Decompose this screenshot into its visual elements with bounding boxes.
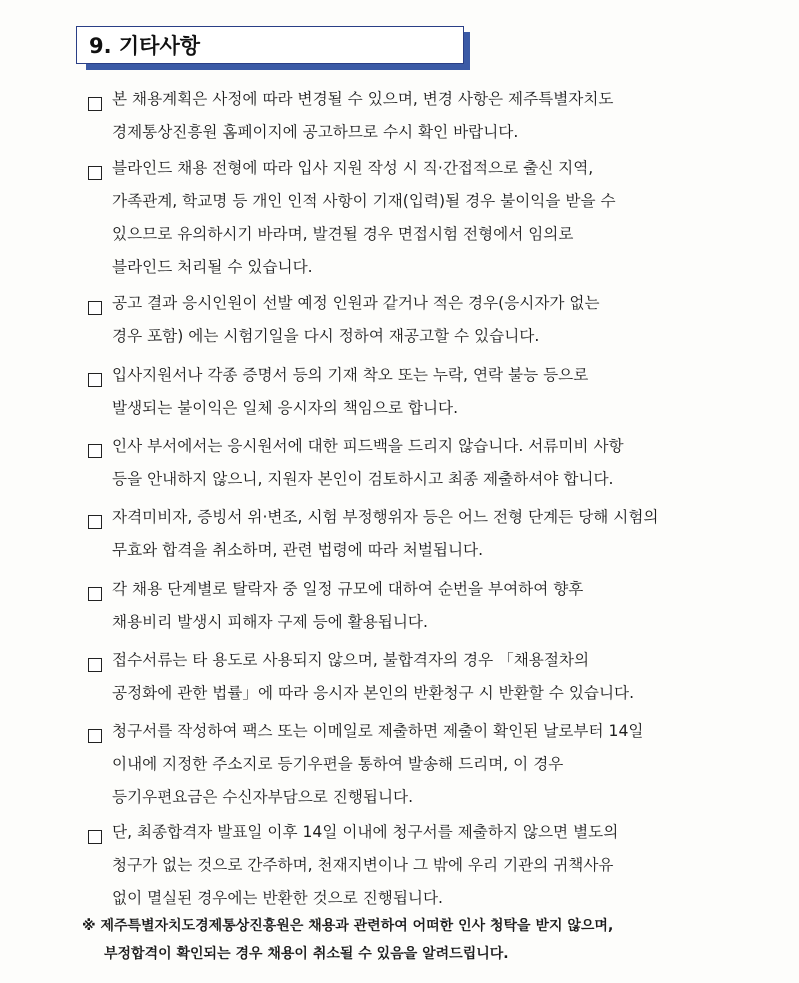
list-item: 본 채용계획은 사정에 따라 변경될 수 있으며, 변경 사항은 제주특별자치도 경제통상진흥원 홈페이지에 공고하므로 수시 확인 바랍니다. xyxy=(88,90,613,149)
list-item: 단, 최종합격자 발표일 이후 14일 이내에 청구서를 제출하지 않으면 별도의 청구가 없는 것으로 간주하며, 천재지변이나 그 밖에 우리 기관의 귀책사유 없이 멸실된 경우에는 반환한 것으로 진행됩니다. xyxy=(88,823,618,915)
checkbox-icon xyxy=(88,830,102,844)
footer-note xyxy=(82,912,762,968)
checkbox-icon xyxy=(88,373,102,387)
checkbox-icon xyxy=(88,515,102,529)
checkbox-icon xyxy=(88,97,102,111)
checkbox-icon xyxy=(88,301,102,315)
list-item: 인사 부서에서는 응시원서에 대한 피드백을 드리지 않습니다. 서류미비 사항 등을 안내하지 않으니, 지원자 본인이 검토하시고 최종 제출하셔야 합니다. xyxy=(88,437,624,496)
checkbox-icon xyxy=(88,166,102,180)
list-item: 자격미비자, 증빙서 위·변조, 시험 부정행위자 등은 어느 전형 단계든 당해 시험의 무효와 합격을 취소하며, 관련 법령에 따라 처벌됩니다. xyxy=(88,508,658,567)
list-item: 접수서류는 타 용도로 사용되지 않으며, 불합격자의 경우 「채용절차의 공정화에 관한 법률」에 따라 응시자 본인의 반환청구 시 반환할 수 있습니다. xyxy=(88,651,634,710)
list-item: 블라인드 채용 전형에 따라 입사 지원 작성 시 직·간접적으로 출신 지역, 가족관계, 학교명 등 개인 인적 사항이 기재(입력)될 경우 불이익을 받을 수 있으므로 유의하시기 바라며, 발견될 경우 면접시험 전형에서 임의로 블라인드 처리될 수 있습니다. xyxy=(88,159,616,284)
section-title: 9. 기타사항 xyxy=(76,26,464,64)
checkbox-icon xyxy=(88,658,102,672)
note-line-2: 부정합격이 확인되는 경우 채용이 취소될 수 있음을 알려드립니다. xyxy=(104,946,509,962)
list-item: 청구서를 작성하여 팩스 또는 이메일로 제출하면 제출이 확인된 날로부터 14일 이내에 지정한 주소지로 등기우편을 통하여 발송해 드리며, 이 경우 등기우편요금은 수신자부담으로 진행됩니다. xyxy=(88,722,643,814)
checkbox-icon xyxy=(88,729,102,743)
checkbox-icon xyxy=(88,587,102,601)
section-header xyxy=(76,26,460,66)
list-item: 입사지원서나 각종 증명서 등의 기재 착오 또는 누락, 연락 불능 등으로 발생되는 불이익은 일체 응시자의 책임으로 합니다. xyxy=(88,366,588,425)
note-line-1: ※ 제주특별자치도경제통상진흥원은 채용과 관련하여 어떠한 인사 청탁을 받지 않으며, xyxy=(82,918,614,934)
list-item: 공고 결과 응시인원이 선발 예정 인원과 같거나 적은 경우(응시자가 없는 경우 포함) 에는 시험기일을 다시 정하여 재공고할 수 있습니다. xyxy=(88,294,600,353)
checkbox-icon xyxy=(88,444,102,458)
list-item: 각 채용 단계별로 탈락자 중 일정 규모에 대하여 순번을 부여하여 향후 채용비리 발생시 피해자 구제 등에 활용됩니다. xyxy=(88,580,583,639)
